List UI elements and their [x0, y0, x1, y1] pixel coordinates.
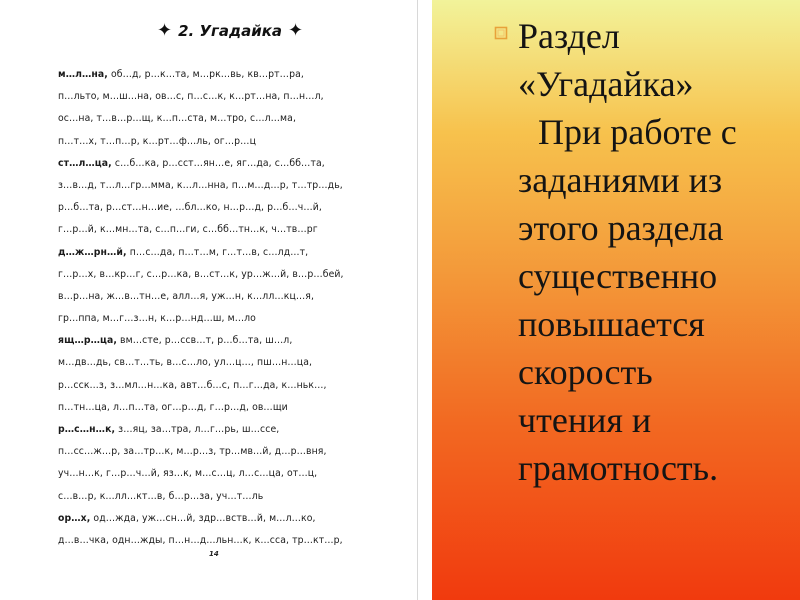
exercise-words: д…в…чка, одн…жды, п…н…д…льн…к, к…сса, тр…кт…р, — [58, 534, 343, 546]
hollow-square-bullet-icon — [494, 26, 508, 40]
exercise-line — [58, 131, 406, 153]
description-line: скорость — [518, 352, 653, 392]
exercise-lead-word: ящ…р…ца, — [58, 335, 117, 347]
exercise-lead-word: д…ж…рн…й, — [58, 246, 127, 258]
exercise-line — [58, 308, 406, 330]
exercise-words: р…б…та, р…ст…н…ие, …бл…ко, н…р…д, р…б…ч…й, — [58, 202, 322, 214]
description-line: повышается — [518, 304, 705, 344]
exercise-lead-word: р…с…н…к, — [58, 424, 116, 435]
exercise-lead-word: ор…х, — [58, 512, 91, 524]
section-description — [500, 108, 796, 492]
exercise-words: вм…сте, р…ссв…т, р…б…та, ш…л, — [117, 335, 293, 347]
exercise-line — [58, 264, 406, 286]
exercise-words: з…в…д, т…л…гр…мма, к…л…нна, п…м…д…р, т…тр…дь, — [58, 179, 343, 191]
exercise-words: уч…н…к, г…р…ч…й, яз…к, м…с…ц, л…с…ца, от…ц, — [58, 468, 318, 480]
section-title-line-2: «Угадайка» — [518, 64, 694, 104]
exercise-line — [58, 397, 406, 419]
exercise-words: м…дв…дь, св…т…ть, в…с…ло, ул…ц…, пш…н…ца, — [58, 357, 313, 369]
exercise-words: с…в…р, к…лл…кт…в, б…р…за, уч…т…ль — [58, 490, 264, 502]
exercise-words: п…тн…ца, л…п…та, ог…р…д, г…р…д, ов…щи — [58, 401, 288, 413]
exercise-lead-word: ст…л…ца, — [58, 157, 112, 169]
exercise-line — [58, 286, 406, 308]
exercise-words: с…б…ка, р…сст…ян…е, яг…да, с…бб…та, — [111, 157, 325, 169]
exercise-title: 2. Угадайка — [178, 22, 283, 40]
section-title-line-1: Раздел — [518, 16, 620, 56]
exercise-lead-word: м…л…на, — [58, 69, 108, 80]
exercise-words: г…р…й, к…мн…та, с…п…ги, с…бб…тн…к, ч…тв…рг — [58, 224, 318, 236]
exercise-line — [58, 375, 406, 397]
slide-text — [500, 12, 796, 492]
exercise-words: п…с…да, п…т…м, г…т…в, с…лд…т, — [126, 246, 309, 258]
description-line: заданиями из — [518, 160, 723, 200]
exercise-words: п…т…х, т…п…р, к…рт…ф…ль, ог…р…ц — [58, 135, 256, 147]
exercise-heading — [157, 18, 303, 44]
description-line: грамотность. — [518, 448, 719, 488]
exercise-line — [58, 441, 406, 463]
exercise-words: р…сск…з, з…мл…н…ка, авт…б…с, п…г…да, к…ньк…, — [58, 379, 327, 391]
exercise-words: ос…на, т…в…р…щ, к…п…ста, м…тро, с…л…ма, — [58, 113, 296, 125]
exercise-line — [58, 175, 406, 197]
exercise-line — [58, 64, 406, 86]
exercise-line — [58, 242, 406, 264]
exercise-line — [58, 463, 406, 485]
exercise-line — [58, 530, 406, 552]
exercise-words: об…д, р…к…та, м…рк…вь, кв…рт…ра, — [107, 69, 304, 80]
gradient-text-panel — [432, 0, 800, 600]
exercise-word-list — [58, 64, 406, 552]
description-line: этого раздела — [518, 208, 724, 248]
page-number: 14 — [209, 550, 219, 558]
exercise-line — [58, 330, 406, 352]
exercise-words: п…льто, м…ш…на, ов…с, п…с…к, к…рт…на, п…н…л, — [58, 91, 324, 103]
description-line: При работе с — [538, 112, 737, 152]
exercise-words: п…сс…ж…р, за…тр…к, м…р…з, тр…мв…й, д…р…вня, — [58, 446, 327, 458]
exercise-line — [58, 486, 406, 508]
bullet-item — [500, 12, 796, 492]
exercise-line — [58, 197, 406, 219]
exercise-words: в…р…на, ж…в…тн…е, алл…я, уж…н, к…лл…кц…я, — [58, 290, 315, 302]
star-icon: ✦ — [157, 20, 173, 41]
textbook-page — [14, 0, 418, 600]
exercise-line — [58, 153, 406, 175]
exercise-words: з…яц, за…тра, л…г…рь, ш…ссе, — [115, 424, 280, 435]
description-line: существенно — [518, 256, 718, 296]
exercise-line — [58, 419, 406, 441]
exercise-words: од…жда, уж…сн…й, здр…вств…й, м…л…ко, — [90, 512, 316, 524]
exercise-line — [58, 108, 406, 130]
description-line: чтения и — [518, 400, 652, 440]
exercise-words: гр…ппа, м…г…з…н, к…р…нд…ш, м…ло — [58, 313, 256, 325]
star-icon: ✦ — [288, 20, 304, 41]
exercise-line — [58, 352, 406, 374]
exercise-words: г…р…х, в…кр…г, с…р…ка, в…ст…к, ур…ж…й, в…р…бей, — [58, 268, 344, 280]
exercise-line — [58, 508, 406, 530]
exercise-line — [58, 219, 406, 241]
exercise-line — [58, 86, 406, 108]
